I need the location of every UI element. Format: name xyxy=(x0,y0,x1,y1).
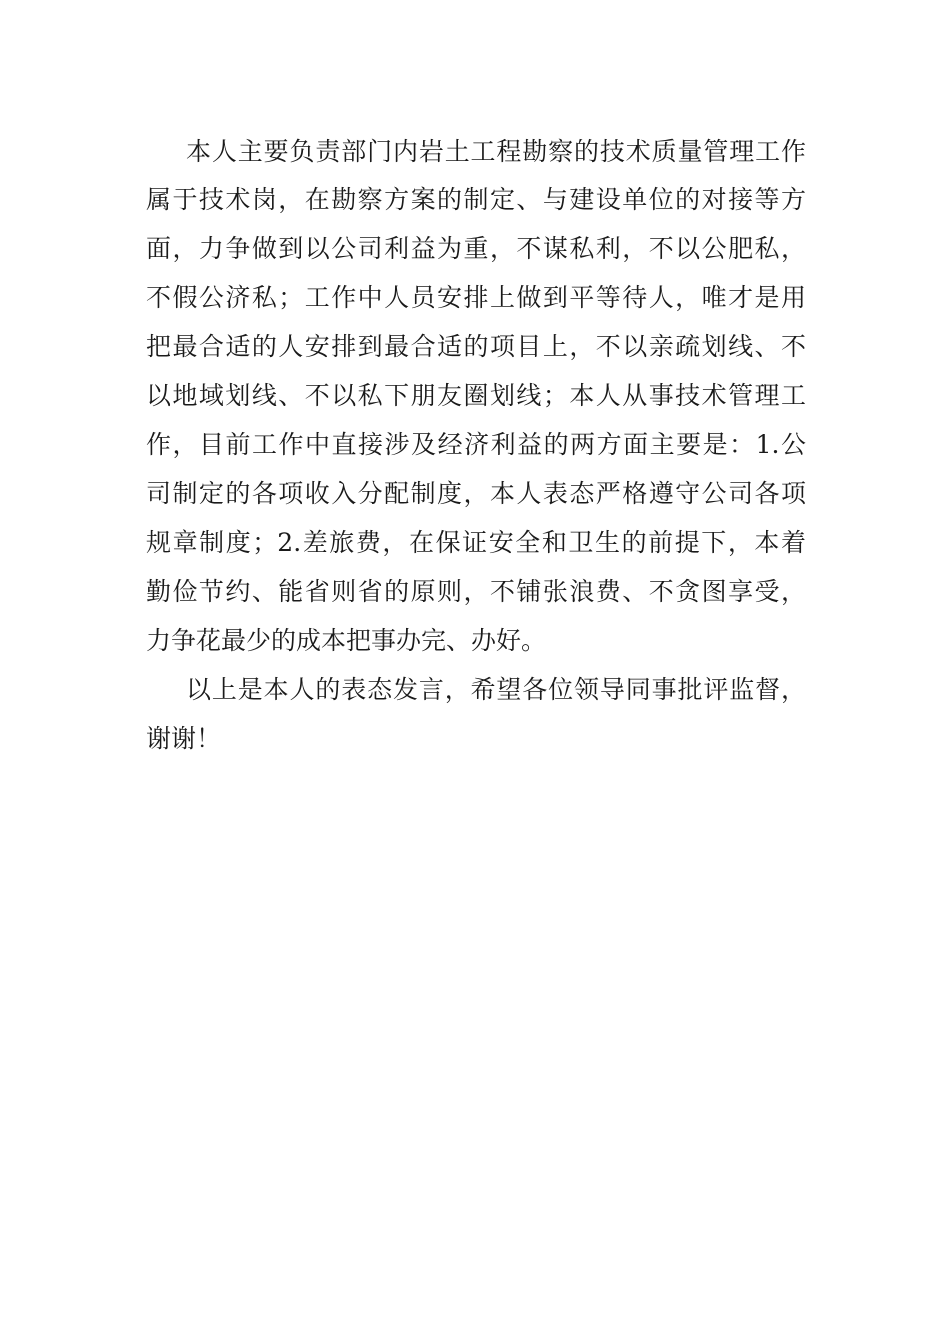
text-line: 勤俭节约、能省则省的原则，不铺张浪费、不贪图享受， xyxy=(146,577,806,606)
text-line: 规章制度；2.差旅费，在保证安全和卫生的前提下，本着 xyxy=(146,528,806,557)
text-line: 力争花最少的成本把事办完、办好。 xyxy=(146,626,547,655)
text-line: 作，目前工作中直接涉及经济利益的两方面主要是：1.公 xyxy=(146,430,806,459)
text-line: 面，力争做到以公司利益为重，不谋私利，不以公肥私， xyxy=(146,234,806,263)
text-line: 司制定的各项收入分配制度，本人表态严格遵守公司各项 xyxy=(146,479,806,508)
text-line: 属于技术岗，在勘察方案的制定、与建设单位的对接等方 xyxy=(146,185,806,214)
text-line: 以上是本人的表态发言，希望各位领导同事批评监督， xyxy=(186,675,806,704)
text-line: 谢谢！ xyxy=(146,724,222,753)
text-line: 不假公济私；工作中人员安排上做到平等待人，唯才是用 xyxy=(146,283,806,312)
text-line: 以地域划线、不以私下朋友圈划线；本人从事技术管理工 xyxy=(146,381,806,410)
text-line: 本人主要负责部门内岩土工程勘察的技术质量管理工作 xyxy=(186,137,806,166)
text-line: 把最合适的人安排到最合适的项目上，不以亲疏划线、不 xyxy=(146,332,806,361)
